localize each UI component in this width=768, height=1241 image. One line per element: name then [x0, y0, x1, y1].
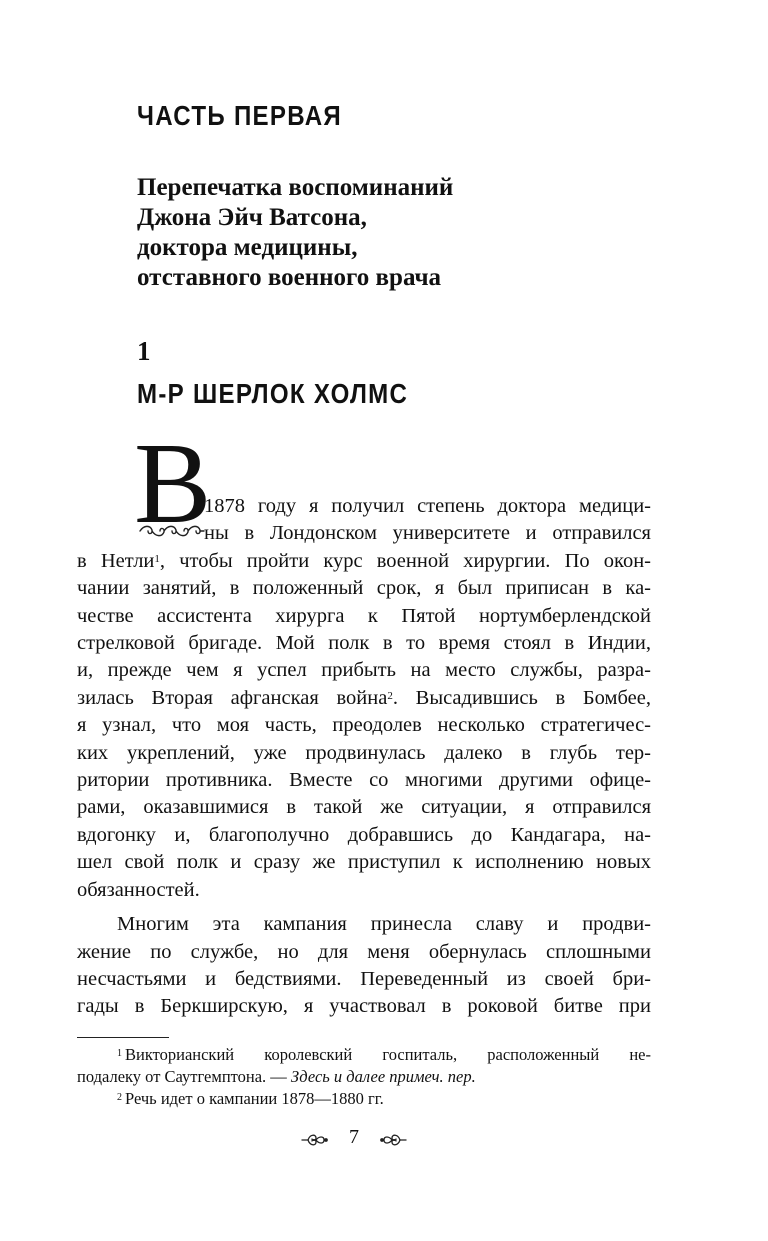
text-line: зилась Вторая афганская война$^2$. Высадившись в Бомбее, — [77, 686, 651, 709]
footnotes — [77, 1044, 651, 1110]
footnote-number: 1 — [117, 1048, 122, 1059]
subtitle-line: доктора медицины, — [137, 234, 358, 261]
text-line: обязанностей. — [77, 878, 200, 901]
text-line: ны в Лондонском университете и отправился — [204, 522, 651, 545]
text-line: в Нетли$^1$, чтобы пройти курс военной хирургии. По окон- — [77, 549, 652, 572]
text-line: гады в Беркширскую, я участвовал в роковой битве при — [77, 995, 651, 1018]
fleuron-icon — [380, 1130, 408, 1150]
text-line: жение по службе, но для меня обернулась сплошными — [77, 940, 651, 963]
footnote-ref[interactable]: 1 — [154, 552, 160, 565]
footnote-ref[interactable]: 2 — [387, 689, 393, 702]
text-line: 1878 году я получил степень доктора медици- — [204, 495, 651, 517]
part-subtitle — [137, 173, 453, 293]
text-line: ких укреплений, уже продвинулась далеко в глубь тер- — [77, 741, 651, 764]
text-line: шел свой полк и сразу же приступил к исполнению новых — [77, 851, 651, 874]
subtitle-line: Перепечатка воспоминаний — [137, 174, 454, 201]
text-line: несчастьями и бедствиями. Переведенный из своей бри- — [77, 967, 651, 990]
footnote-2: $^2$ Речь идет о кампании 1878—1880 гг. — [117, 1089, 384, 1108]
footnote-1: $^1$ Викторианский королевский госпиталь, расположенный не- — [117, 1045, 651, 1064]
chapter-number: 1 — [137, 336, 151, 366]
page-number: 7 — [349, 1126, 359, 1148]
footnote-divider — [77, 1037, 169, 1038]
text-line: стрелковой бригаде. Мой полк в то время стоял в Индии, — [77, 632, 651, 655]
subtitle-line: отставного военного врача — [137, 264, 442, 291]
fleuron-icon — [300, 1130, 328, 1150]
text-line: рами, оказавшимися в такой же ситуации, я отправился — [77, 796, 651, 819]
drop-cap: В — [134, 420, 212, 548]
text-line: и, прежде чем я успел прибыть на место службы, разра- — [77, 659, 651, 682]
subtitle-line: Джона Эйч Ватсона, — [137, 204, 367, 231]
footnote-number: 2 — [117, 1092, 122, 1103]
text-line: вдогонку и, благополучно добравшись до Кандагара, на- — [77, 823, 651, 846]
text-line: чании занятий, в положенный срок, я был приписан в ка- — [77, 577, 651, 600]
footnote-1-continued: подалеку от Саутгемптона. — Здесь и далее примеч. пер. — [77, 1067, 476, 1086]
text-line: я узнал, что моя часть, преодолев несколько стратегичес- — [77, 714, 651, 737]
page-footer — [300, 1126, 410, 1156]
part-title: ЧАСТЬ ПЕРВАЯ — [137, 100, 343, 131]
chapter-title: М-Р ШЕРЛОК ХОЛМС — [137, 378, 409, 409]
text-line: Многим эта кампания принесла славу и продви- — [117, 913, 651, 936]
translator-note: Здесь и далее примеч. пер. — [290, 1067, 476, 1086]
text-line: ритории противника. Вместе со многими другими офице- — [77, 769, 651, 792]
body-text — [77, 493, 651, 1021]
text-line: честве ассистента хирурга к Пятой нортумберлендской — [77, 604, 651, 627]
